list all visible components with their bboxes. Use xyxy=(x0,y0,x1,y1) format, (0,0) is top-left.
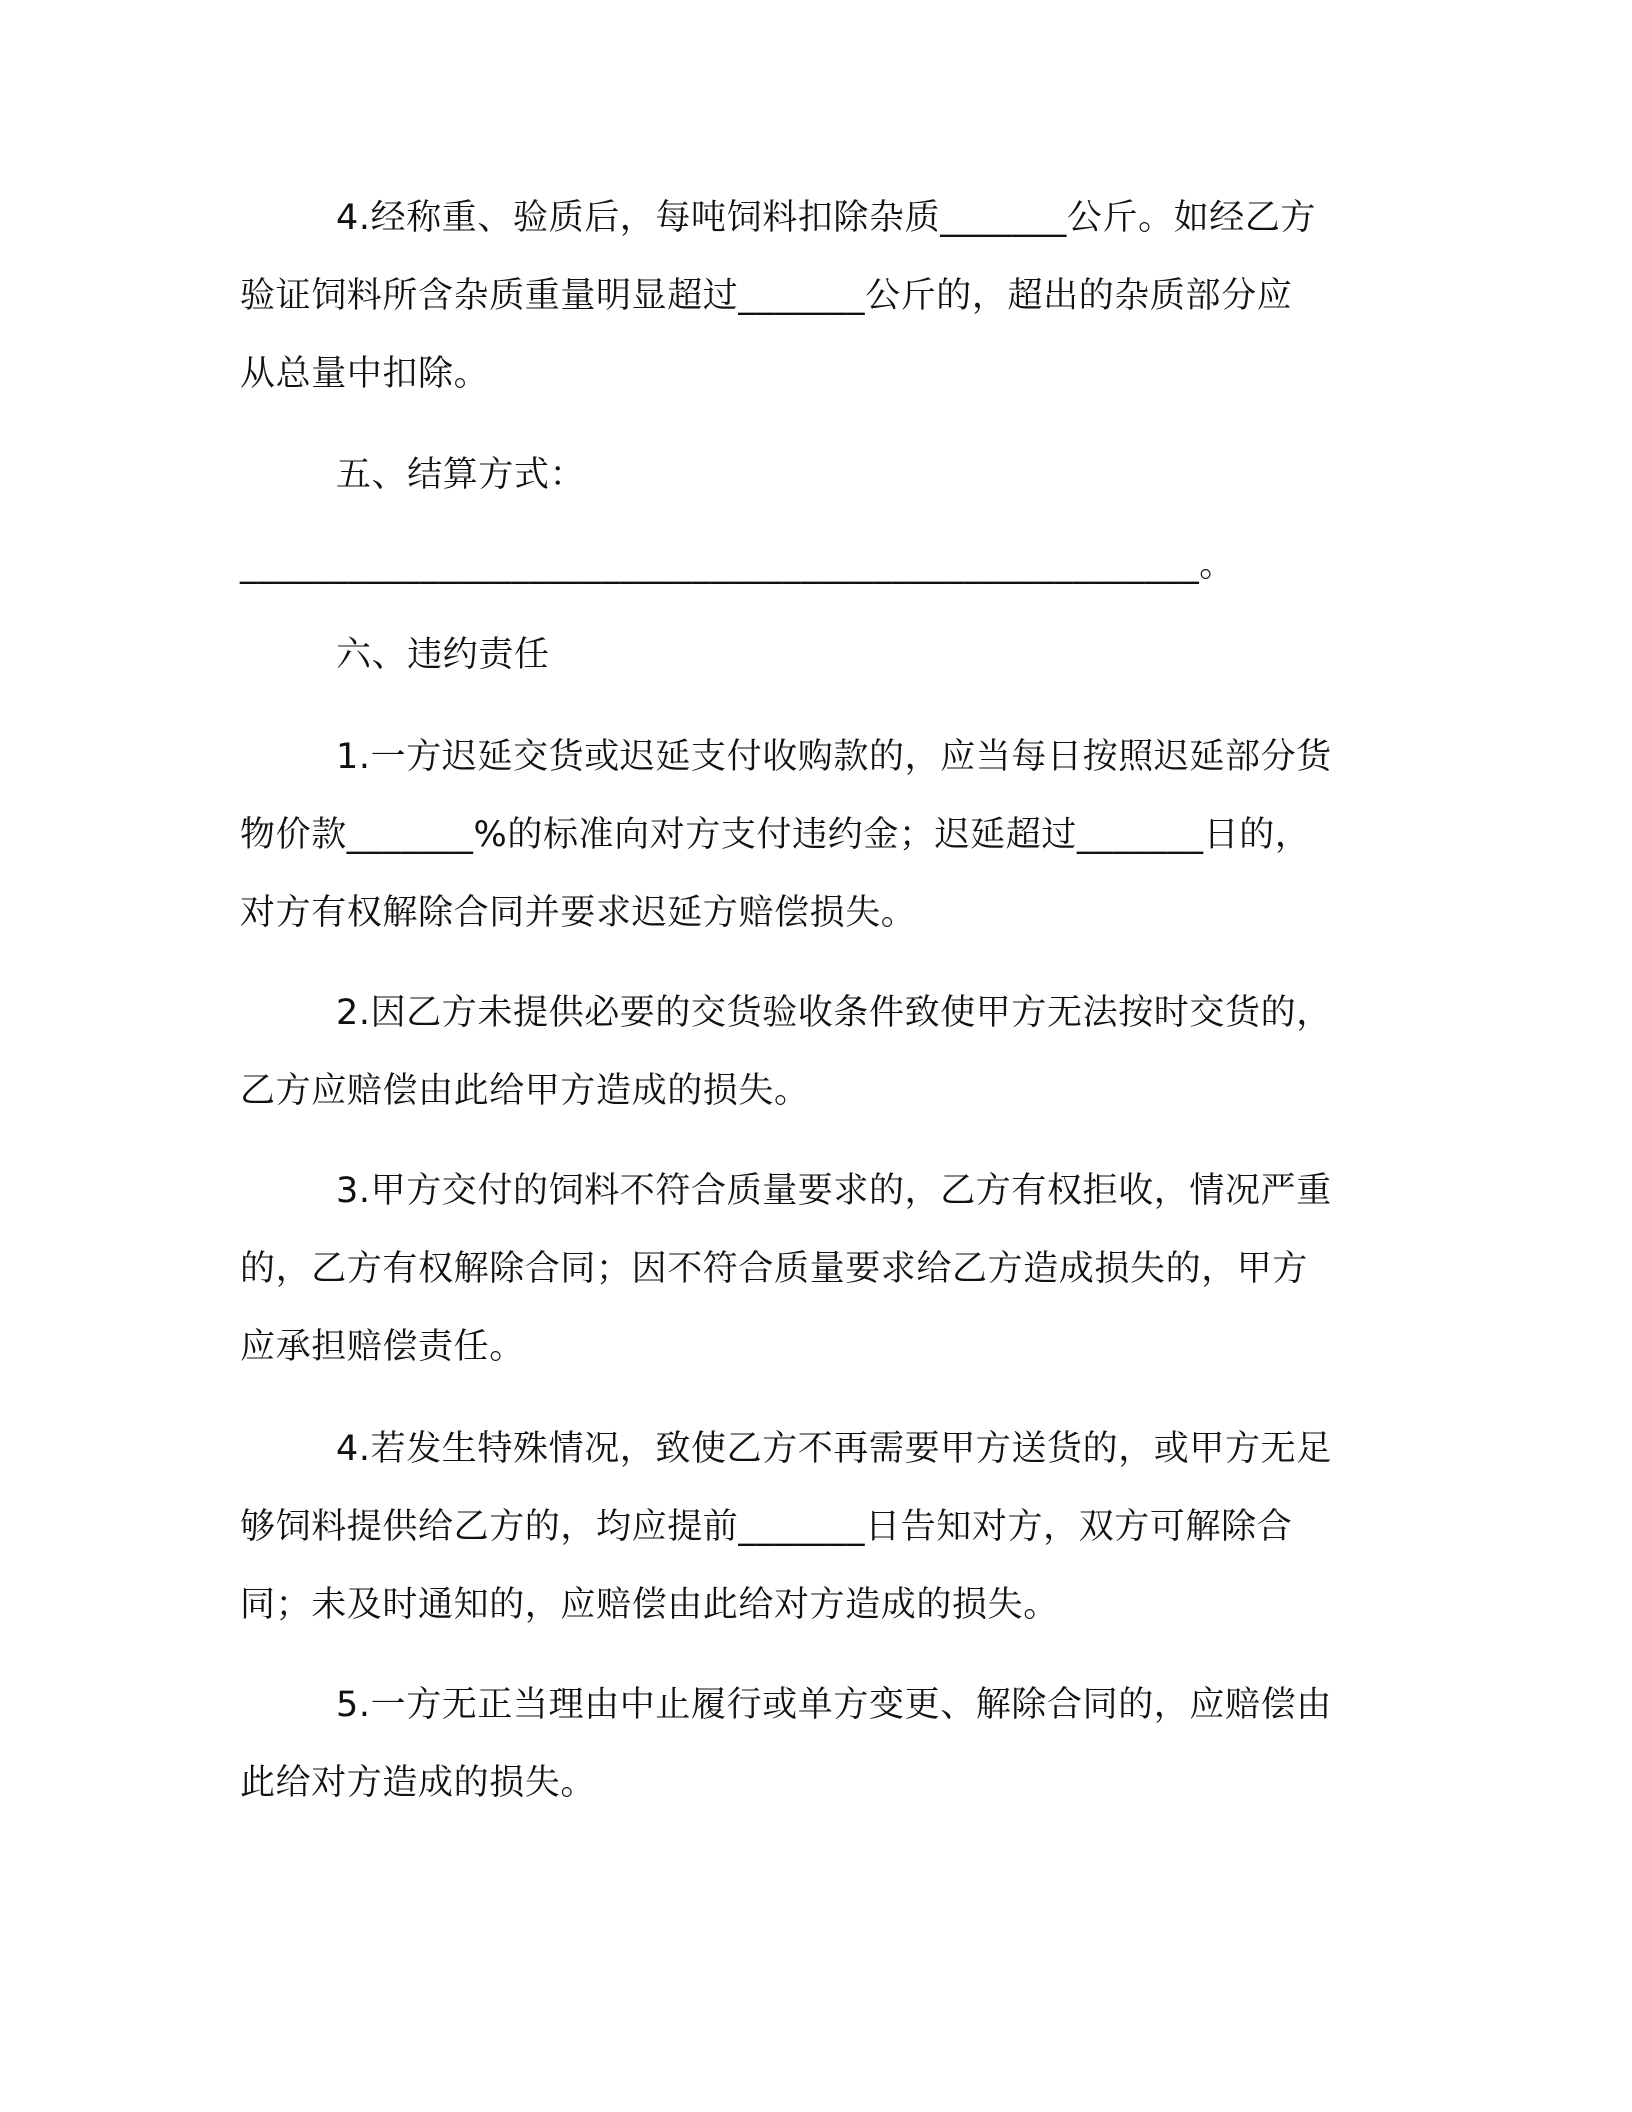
liability-clause-2 xyxy=(240,974,1370,1130)
liability-clause-4 xyxy=(240,1410,1370,1644)
text-line: 从总量中扣除。 xyxy=(240,354,490,394)
text-line: 此给对方造成的损失。 xyxy=(240,1763,597,1803)
text-line: 4.若发生特殊情况，致使乙方不再需要甲方送货的，或甲方无足 xyxy=(336,1429,1332,1469)
liability-clause-5 xyxy=(240,1666,1370,1822)
liability-clause-1 xyxy=(240,718,1370,952)
blank-line-text: _____________________________________________________。 xyxy=(240,545,1235,585)
text-line: 2.因乙方未提供必要的交货验收条件致使甲方无法按时交货的， xyxy=(336,993,1332,1033)
text-line: 4.经称重、验质后，每吨饲料扣除杂质_______公斤。如经乙方 xyxy=(336,198,1317,238)
clause-4-impurity xyxy=(240,179,1370,413)
text-line: 验证饲料所含杂质重量明显超过_______公斤的，超出的杂质部分应 xyxy=(240,276,1293,316)
liability-clause-3 xyxy=(240,1152,1370,1386)
text-line: 乙方应赔偿由此给甲方造成的损失。 xyxy=(240,1071,810,1111)
settlement-blank-line xyxy=(240,526,1370,604)
text-line: 1.一方迟延交货或迟延支付收购款的，应当每日按照迟延部分货 xyxy=(336,737,1332,777)
section-heading-settlement xyxy=(240,436,1370,514)
text-line: 3.甲方交付的饲料不符合质量要求的，乙方有权拒收，情况严重 xyxy=(336,1171,1332,1211)
text-line: 同；未及时通知的，应赔偿由此给对方造成的损失。 xyxy=(240,1585,1059,1625)
heading-text: 五、结算方式： xyxy=(336,455,586,495)
heading-text: 六、违约责任 xyxy=(336,635,550,675)
section-heading-liability xyxy=(240,616,1370,694)
text-line: 应承担赔偿责任。 xyxy=(240,1327,525,1367)
text-line: 够饲料提供给乙方的，均应提前_______日告知对方，双方可解除合 xyxy=(240,1507,1293,1547)
text-line: 的，乙方有权解除合同；因不符合质量要求给乙方造成损失的，甲方 xyxy=(240,1249,1309,1289)
text-line: 对方有权解除合同并要求迟延方赔偿损失。 xyxy=(240,893,917,933)
text-line: 5.一方无正当理由中止履行或单方变更、解除合同的，应赔偿由 xyxy=(336,1685,1332,1725)
text-line: 物价款_______%的标准向对方支付违约金；迟延超过_______日的， xyxy=(240,815,1311,855)
